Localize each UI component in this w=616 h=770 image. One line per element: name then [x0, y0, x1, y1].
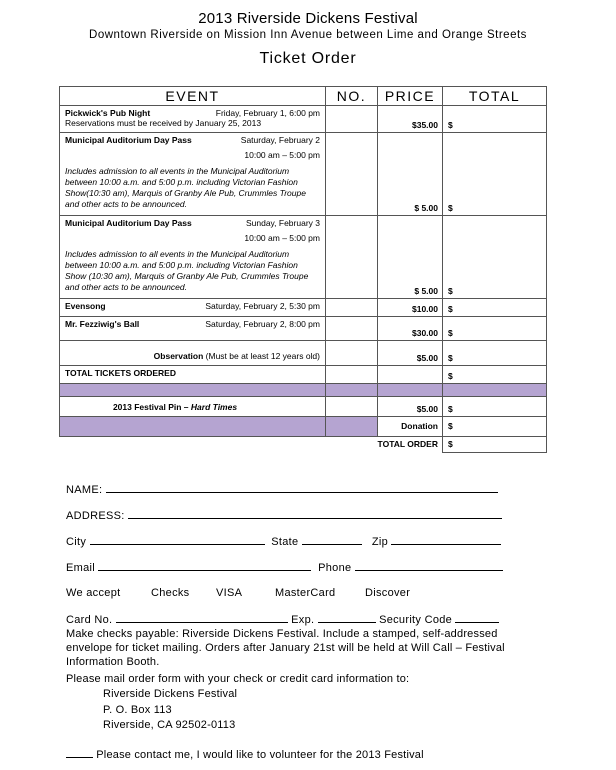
- table-header-row: [60, 87, 547, 106]
- pin-label: 2013 Festival Pin –: [112, 402, 189, 412]
- phone-label: Phone: [318, 562, 352, 574]
- form-title: Ticket Order: [259, 50, 357, 67]
- event-cell: [60, 106, 326, 133]
- mailing-address-line3: Riverside, CA 92502-0113: [103, 719, 236, 731]
- event-date: Sunday, February 3: [245, 218, 320, 228]
- table-row: [60, 106, 547, 133]
- event-date: Saturday, February 2: [240, 135, 320, 145]
- address-label: ADDRESS:: [66, 510, 125, 522]
- card-row: [66, 613, 499, 626]
- total-cell[interactable]: $: [443, 317, 547, 341]
- name-field[interactable]: [66, 483, 498, 496]
- address-input[interactable]: [128, 509, 502, 519]
- quantity-cell[interactable]: [326, 341, 378, 366]
- event-name: Municipal Auditorium Day Pass: [65, 135, 192, 145]
- quantity-cell[interactable]: [326, 216, 378, 299]
- donation-label: Donation: [378, 417, 443, 437]
- price-cell: $35.00: [378, 106, 443, 133]
- price-cell: $5.00: [378, 341, 443, 366]
- total-tickets-quantity[interactable]: [326, 366, 378, 384]
- event-note: Reservations must be received by January 25, 2013: [65, 118, 262, 128]
- state-label: State: [271, 536, 299, 548]
- volunteer-checkbox-line[interactable]: [66, 748, 93, 758]
- table-row: [60, 216, 547, 299]
- total-cell[interactable]: $: [443, 341, 547, 366]
- card-no-input[interactable]: [116, 613, 288, 623]
- total-order-row: [60, 437, 547, 453]
- security-code-input[interactable]: [455, 613, 499, 623]
- visa-option[interactable]: VISA: [216, 587, 243, 599]
- pin-total[interactable]: $: [443, 397, 547, 417]
- price-cell: $10.00: [378, 299, 443, 317]
- discover-option[interactable]: Discover: [365, 587, 411, 599]
- card-no-label: Card No.: [66, 614, 113, 626]
- payment-methods-row: [66, 587, 546, 599]
- col-event-header: EVENT: [60, 87, 326, 106]
- event-cell: [60, 216, 326, 299]
- total-cell[interactable]: $: [443, 106, 547, 133]
- pin-name: Hard Times: [190, 402, 238, 412]
- price-cell: $ 5.00: [378, 216, 443, 299]
- price-cell: $30.00: [378, 317, 443, 341]
- total-cell[interactable]: $: [443, 216, 547, 299]
- table-row: [60, 317, 547, 341]
- event-name: Evensong: [65, 301, 106, 311]
- event-cell: [60, 299, 326, 317]
- event-name: Mr. Fezziwig's Ball: [65, 319, 140, 329]
- col-price-header: PRICE: [378, 87, 443, 106]
- name-label: NAME:: [66, 484, 103, 496]
- event-cell: [60, 317, 326, 341]
- donation-total[interactable]: $: [443, 417, 547, 437]
- table-row: [60, 299, 547, 317]
- total-order-label: TOTAL ORDER: [326, 437, 443, 453]
- quantity-cell[interactable]: [326, 106, 378, 133]
- pin-price: $5.00: [378, 397, 443, 417]
- event-time: 10:00 am – 5:00 pm: [244, 233, 320, 243]
- mailing-address-line1: Riverside Dickens Festival: [103, 688, 238, 700]
- quantity-cell[interactable]: [326, 133, 378, 216]
- col-no-header: NO.: [326, 87, 378, 106]
- city-state-zip-row: [66, 535, 501, 548]
- total-order-total[interactable]: $: [443, 437, 547, 453]
- email-phone-row: [66, 561, 503, 574]
- document-subtitle: Downtown Riverside on Mission Inn Avenue between Lime and Orange Streets: [89, 29, 527, 41]
- mailing-address-line2: P. O. Box 113: [103, 704, 172, 716]
- ticket-order-table: [59, 86, 547, 453]
- event-cell: [60, 341, 326, 366]
- event-description: Includes admission to all events in the Municipal Auditorium between 10:00 a.m. and 5:00 p.m. including Victorian Fashion Show(10:30 am), Marquis of Granby Ale Pub, Crummles Troupe and other acts to be announced.: [65, 166, 306, 209]
- checks-option[interactable]: Checks: [151, 587, 190, 599]
- event-note: (Must be at least 12 years old): [205, 351, 320, 361]
- event-date: Friday, February 1, 6:00 pm: [215, 108, 320, 118]
- event-description: Includes admission to all events in the Municipal Auditorium between 10:00 a.m. and 5:00 p.m. including Victorian Fashion Show (10:30 am), Marquis of Granby Ale Pub, Crummles Troupe and other acts to be announced.: [65, 249, 309, 292]
- city-label: City: [66, 536, 87, 548]
- col-total-header: TOTAL: [443, 87, 547, 106]
- total-cell[interactable]: $: [443, 133, 547, 216]
- quantity-cell[interactable]: [326, 299, 378, 317]
- event-name: Municipal Auditorium Day Pass: [65, 218, 192, 228]
- zip-input[interactable]: [391, 535, 501, 545]
- table-row: [60, 133, 547, 216]
- document-title: 2013 Riverside Dickens Festival: [198, 10, 418, 27]
- total-tickets-row: [60, 366, 547, 384]
- total-tickets-total[interactable]: $: [443, 366, 547, 384]
- exp-label: Exp.: [291, 614, 315, 626]
- event-time: 10:00 am – 5:00 pm: [244, 150, 320, 160]
- mastercard-option[interactable]: MasterCard: [275, 587, 336, 599]
- event-name: Observation: [153, 351, 204, 361]
- total-cell[interactable]: $: [443, 299, 547, 317]
- checks-payable-text: Make checks payable: Riverside Dickens Festival. Include a stamped, self-addressed envelope for ticket mailing. Orders after January 21st will be held at Will Call – Festival Information Booth.: [66, 628, 505, 668]
- pin-row: [60, 397, 547, 417]
- phone-input[interactable]: [355, 561, 503, 571]
- donation-row: [60, 417, 547, 437]
- event-cell: [60, 133, 326, 216]
- address-field[interactable]: [66, 509, 502, 522]
- table-row: [60, 341, 547, 366]
- mail-to-text: Please mail order form with your check or credit card information to:: [66, 673, 410, 685]
- state-input[interactable]: [302, 535, 362, 545]
- we-accept-label: We accept: [66, 587, 121, 599]
- pin-quantity[interactable]: [326, 397, 378, 417]
- event-name: Pickwick's Pub Night: [65, 108, 151, 118]
- exp-input[interactable]: [318, 613, 376, 623]
- quantity-cell[interactable]: [326, 317, 378, 341]
- email-input[interactable]: [98, 561, 311, 571]
- zip-label: Zip: [371, 536, 389, 548]
- name-input[interactable]: [106, 483, 498, 493]
- divider-row: [60, 384, 547, 397]
- event-date: Saturday, February 2, 8:00 pm: [205, 319, 320, 329]
- total-tickets-label: TOTAL TICKETS ORDERED: [60, 366, 326, 384]
- total-tickets-price: [378, 366, 443, 384]
- volunteer-text: Please contact me, I would like to volunteer for the 2013 Festival: [96, 749, 424, 761]
- email-label: Email: [66, 562, 96, 574]
- event-date: Saturday, February 2, 5:30 pm: [205, 301, 320, 311]
- price-cell: $ 5.00: [378, 133, 443, 216]
- pin-cell: [60, 397, 326, 417]
- city-input[interactable]: [90, 535, 265, 545]
- security-code-label: Security Code: [379, 614, 453, 626]
